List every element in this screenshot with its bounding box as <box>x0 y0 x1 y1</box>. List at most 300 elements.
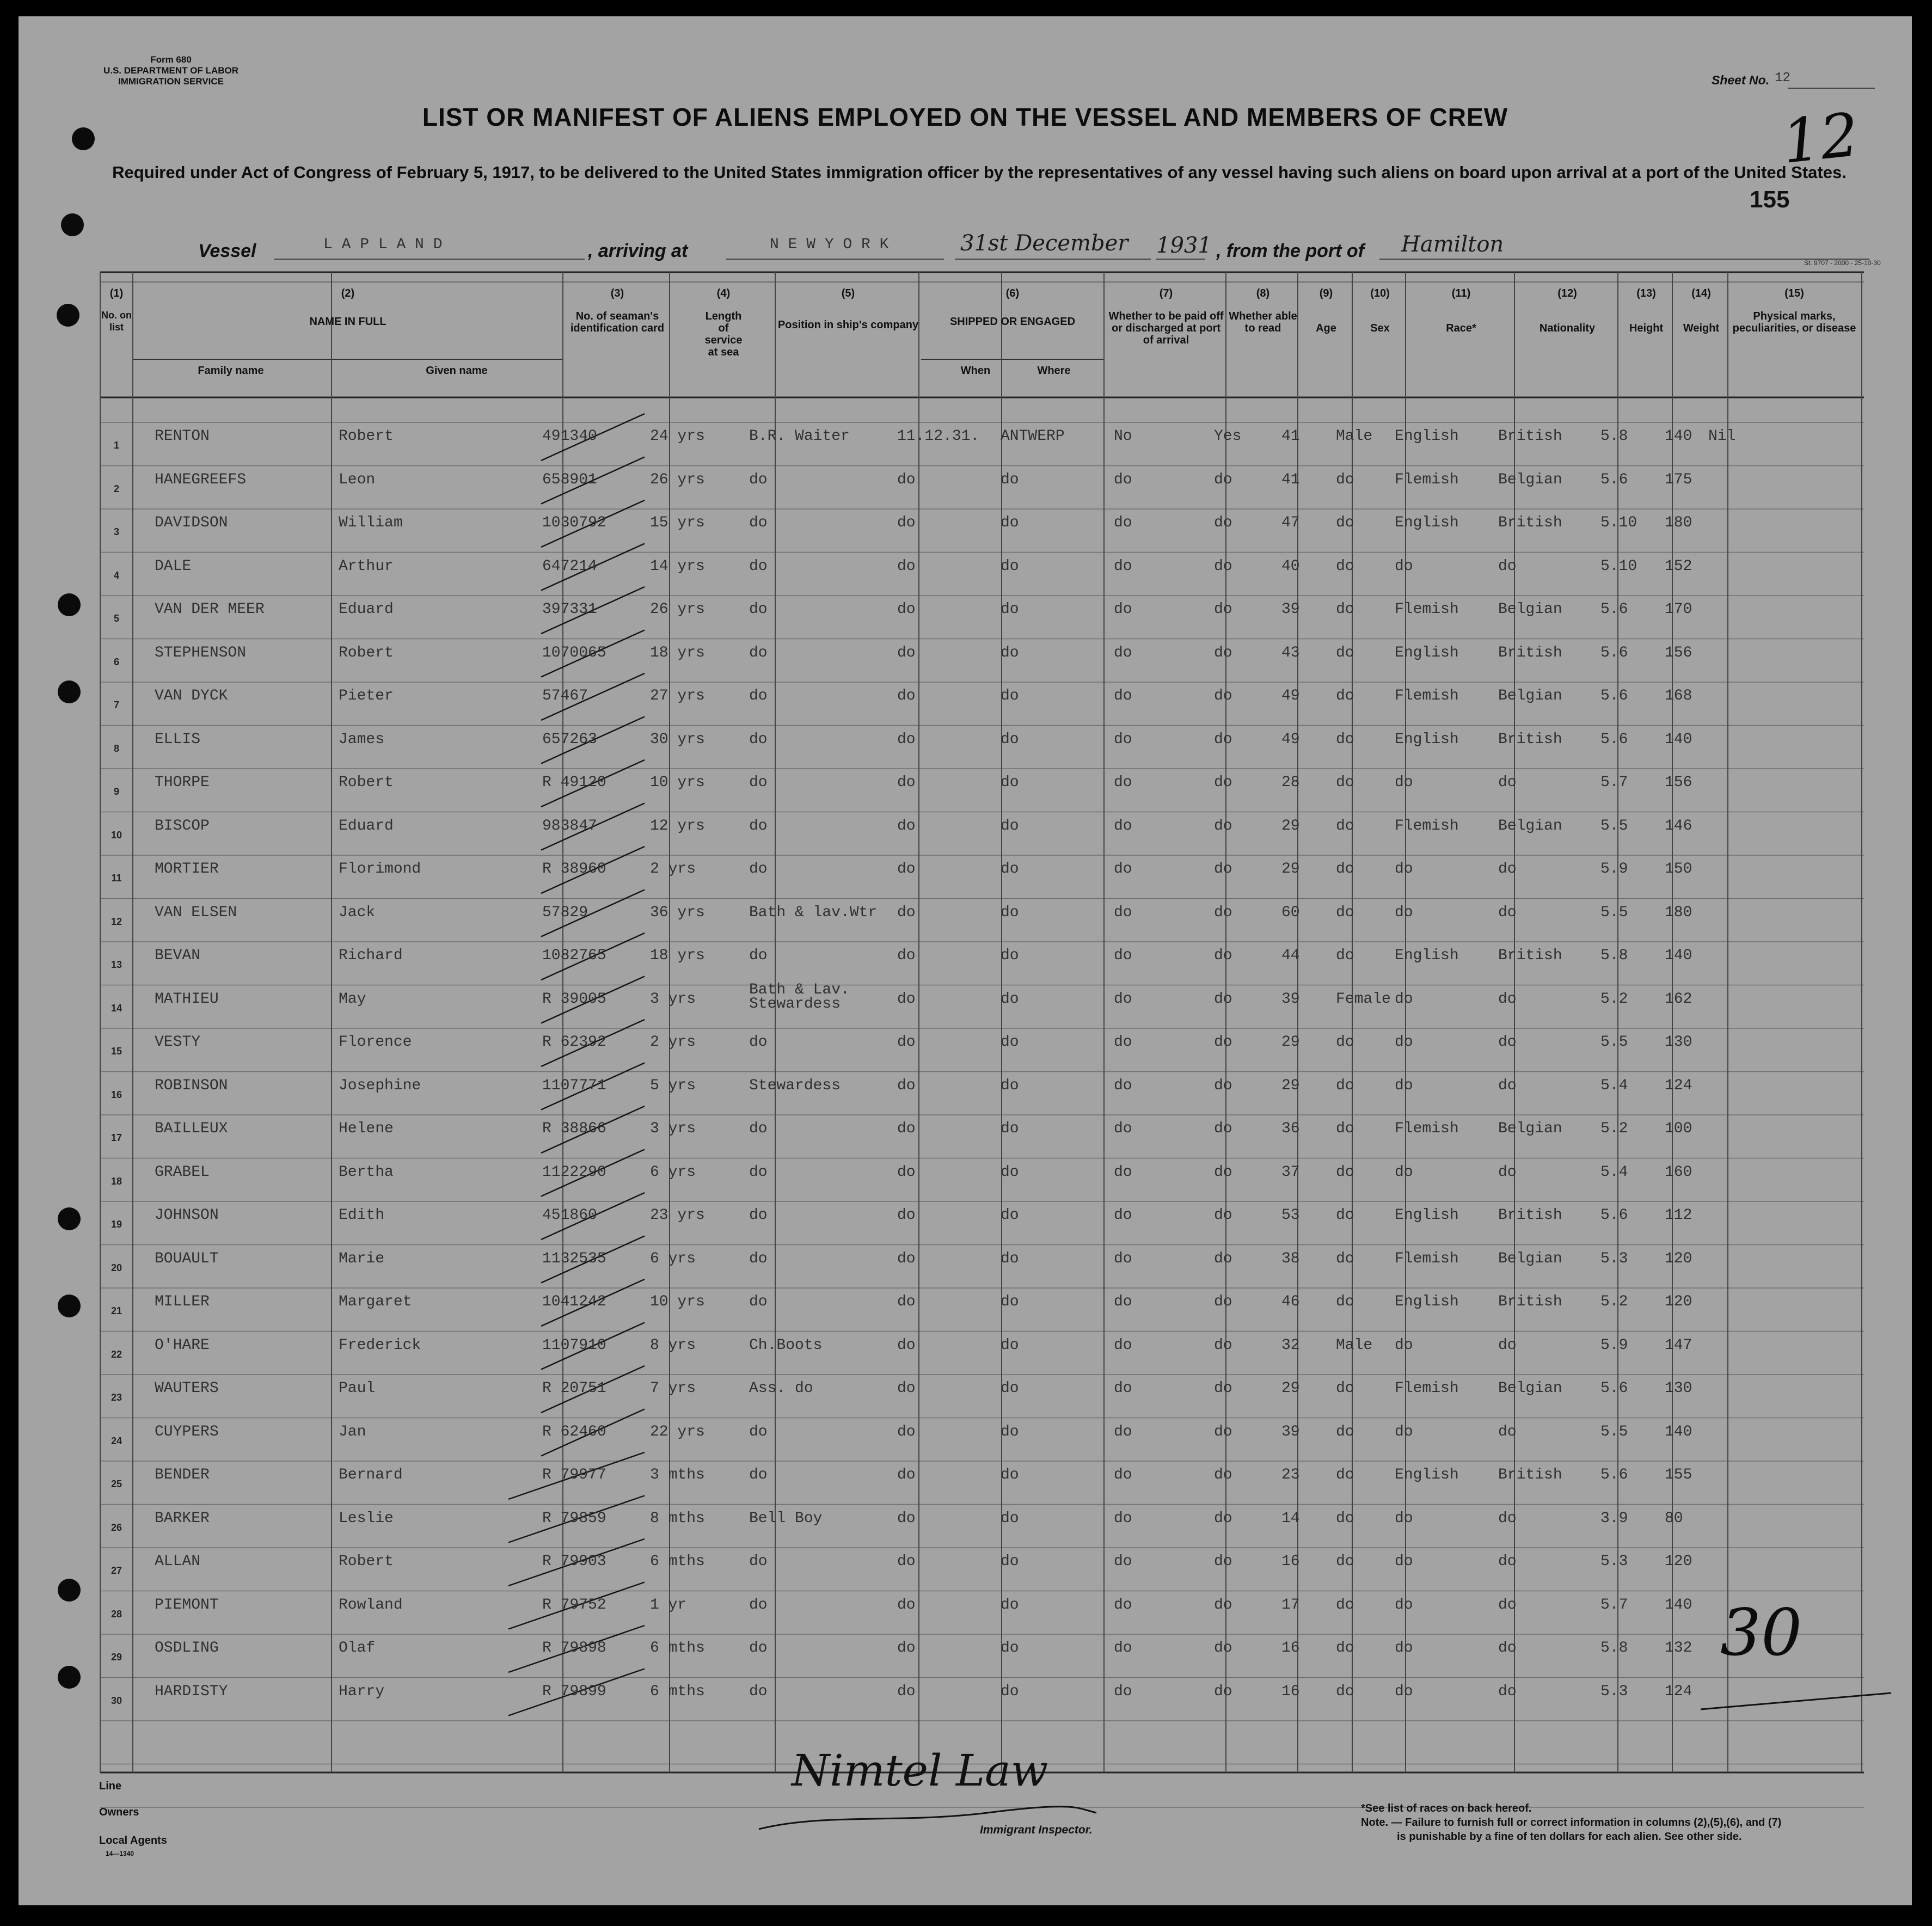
cell-where: do <box>1001 1380 1019 1397</box>
cell-service: 23 yrs <box>650 1207 705 1224</box>
cell-family: DAVIDSON <box>155 514 228 531</box>
total-underline <box>1701 1693 1891 1709</box>
cell-where: do <box>1001 557 1019 575</box>
cell-given: Arthur <box>339 557 394 575</box>
cell-position: Ch.Boots <box>749 1336 823 1354</box>
cell-position: do <box>749 514 768 531</box>
cell-read: do <box>1214 1553 1232 1570</box>
cell-card: 983847 <box>542 817 597 835</box>
col15-header: (15) Physical marks, peculiarities, or disease <box>1732 287 1856 334</box>
cell-service: 26 yrs <box>650 471 705 488</box>
cell-paid: do <box>1114 644 1132 661</box>
cell-race: English <box>1395 514 1459 531</box>
cell-height: 5.10 <box>1600 557 1637 575</box>
cell-card: 1132535 <box>542 1250 606 1267</box>
cell-marks: Nil <box>1708 428 1736 445</box>
cell-given: Pieter <box>339 688 394 704</box>
cell-family: ALLAN <box>155 1553 201 1570</box>
cell-read: do <box>1214 1336 1232 1354</box>
cell-read: do <box>1214 1510 1232 1527</box>
cell-where: do <box>1001 731 1019 748</box>
cell-where: do <box>1001 774 1019 791</box>
cell-position: do <box>749 1423 768 1440</box>
cell-position: do <box>749 471 768 488</box>
cell-weight: 168 <box>1665 688 1692 704</box>
cell-service: 10 yrs <box>650 774 705 791</box>
arrival-port: N E W Y O R K <box>770 236 889 253</box>
cell-read: do <box>1214 601 1232 618</box>
cell-position: do <box>749 1120 768 1137</box>
row-number: 8 <box>113 743 119 754</box>
cell-read: do <box>1214 1120 1232 1137</box>
cell-weight: 170 <box>1665 601 1692 618</box>
cell-position: Stewardess <box>749 1077 841 1094</box>
cell-position: do <box>749 1683 768 1700</box>
cell-paid: do <box>1114 1250 1132 1267</box>
cell-age: 41 <box>1281 471 1300 488</box>
cell-sex: do <box>1336 1250 1354 1267</box>
cell-sex: do <box>1336 1683 1354 1700</box>
cell-position: do <box>749 1640 768 1657</box>
cell-age: 28 <box>1281 774 1300 791</box>
arrival-date: 31st December <box>960 231 1128 256</box>
cell-when: do <box>897 1207 916 1224</box>
cell-given: Robert <box>339 774 394 791</box>
cell-paid: do <box>1114 1120 1132 1137</box>
cell-paid: do <box>1114 1683 1132 1700</box>
cell-when: do <box>897 1596 916 1614</box>
cell-given: Jan <box>339 1423 366 1440</box>
cell-when: do <box>897 1120 916 1137</box>
cell-nationality: do <box>1498 1034 1517 1051</box>
cell-position: do <box>749 731 768 748</box>
sheet-number-handwritten: 12 <box>1778 100 1862 177</box>
cell-weight: 156 <box>1665 644 1692 661</box>
cell-age: 40 <box>1281 557 1300 575</box>
cell-nationality: Belgian <box>1498 1120 1562 1137</box>
cell-race: Flemish <box>1395 688 1459 704</box>
cell-weight: 120 <box>1665 1250 1692 1267</box>
cell-race: do <box>1395 1077 1413 1094</box>
cell-card: R 49120 <box>542 774 606 791</box>
cell-where: do <box>1001 1077 1019 1094</box>
cell-nationality: British <box>1498 1207 1562 1224</box>
cell-read: do <box>1214 1380 1232 1397</box>
cell-race: do <box>1395 1423 1413 1440</box>
cell-sex: Female <box>1336 990 1391 1008</box>
cell-when: do <box>897 1640 916 1657</box>
cell-weight: 112 <box>1665 1207 1692 1224</box>
cell-where: do <box>1001 601 1019 618</box>
cell-weight: 147 <box>1665 1336 1692 1354</box>
cell-paid: do <box>1114 947 1132 964</box>
row-number: 30 <box>111 1695 122 1706</box>
cell-where: do <box>1001 1683 1019 1700</box>
cell-nationality: do <box>1498 1683 1517 1700</box>
owners-label: Owners <box>99 1806 139 1818</box>
cell-when: do <box>897 947 916 964</box>
cell-sex: do <box>1336 904 1354 921</box>
cell-paid: do <box>1114 688 1132 704</box>
cell-given: Josephine <box>339 1077 421 1094</box>
cell-height: 5.7 <box>1600 774 1628 791</box>
row-number: 27 <box>111 1565 122 1576</box>
cell-where: do <box>1001 1293 1019 1310</box>
sheet-number: 12 <box>1775 71 1790 85</box>
cell-height: 5.2 <box>1600 1293 1628 1310</box>
cell-family: STEPHENSON <box>155 644 247 661</box>
cell-sex: do <box>1336 471 1354 488</box>
cell-service: 10 yrs <box>650 1293 705 1310</box>
cell-card: R 20751 <box>542 1380 606 1397</box>
cell-nationality: do <box>1498 557 1517 575</box>
cell-family: RENTON <box>155 428 210 445</box>
cell-where: do <box>1001 471 1019 488</box>
cell-race: English <box>1395 947 1459 964</box>
cell-service: 18 yrs <box>650 947 705 964</box>
cell-when: do <box>897 1510 916 1527</box>
cell-height: 5.10 <box>1600 514 1637 531</box>
cell-paid: do <box>1114 1640 1132 1657</box>
cell-position: Bath & Lav. Stewardess <box>749 981 850 1013</box>
cell-nationality: do <box>1498 1510 1517 1527</box>
cell-nationality: Belgian <box>1498 817 1562 835</box>
cell-paid: do <box>1114 1423 1132 1440</box>
cell-height: 5.6 <box>1600 731 1628 748</box>
cell-where: ANTWERP <box>1001 428 1065 445</box>
cell-nationality: British <box>1498 428 1562 445</box>
cell-weight: 120 <box>1665 1553 1692 1570</box>
cell-position: do <box>749 1596 768 1614</box>
cell-when: do <box>897 514 916 531</box>
col8-header: (8) Whether able to read <box>1229 287 1297 334</box>
cell-card: R 79898 <box>542 1640 606 1657</box>
cell-read: do <box>1214 1077 1232 1094</box>
cell-family: BENDER <box>155 1467 210 1483</box>
family-name-header: Family name <box>198 365 264 377</box>
cell-race: English <box>1395 1207 1459 1224</box>
cell-age: 29 <box>1281 1077 1300 1094</box>
cell-paid: do <box>1114 817 1132 835</box>
cell-card: R 38960 <box>542 861 606 878</box>
cell-height: 5.4 <box>1600 1163 1628 1181</box>
cell-race: Flemish <box>1395 1120 1459 1137</box>
cell-nationality: do <box>1498 1640 1517 1657</box>
cell-paid: do <box>1114 1380 1132 1397</box>
cell-age: 43 <box>1281 644 1300 661</box>
cell-weight: 180 <box>1665 514 1692 531</box>
cell-card: 1082765 <box>542 947 606 964</box>
cell-where: do <box>1001 1423 1019 1440</box>
cell-position: do <box>749 817 768 835</box>
cell-position: do <box>749 1163 768 1181</box>
cell-sex: do <box>1336 644 1354 661</box>
row-number: 22 <box>111 1348 122 1360</box>
cell-family: BARKER <box>155 1510 210 1527</box>
row-number: 25 <box>111 1479 122 1489</box>
cell-height: 5.3 <box>1600 1683 1628 1700</box>
cell-race: do <box>1395 774 1413 791</box>
cell-sex: do <box>1336 1640 1354 1657</box>
cell-weight: 140 <box>1665 731 1692 748</box>
cell-when: do <box>897 557 916 575</box>
cell-sex: do <box>1336 1423 1354 1440</box>
cell-sex: do <box>1336 861 1354 878</box>
cell-weight: 100 <box>1665 1120 1692 1137</box>
cell-when: do <box>897 1034 916 1051</box>
service: IMMIGRATION SERVICE <box>118 76 224 87</box>
races-note: *See list of races on back hereof. <box>1361 1802 1532 1814</box>
cell-height: 5.6 <box>1600 601 1628 618</box>
cell-family: BEVAN <box>155 947 201 964</box>
cell-family: MORTIER <box>155 861 219 878</box>
cell-weight: 152 <box>1665 557 1692 575</box>
cell-given: May <box>339 990 366 1008</box>
cell-read: do <box>1214 1293 1232 1310</box>
cell-race: do <box>1395 1640 1413 1657</box>
row-number: 11 <box>111 873 122 884</box>
cell-paid: do <box>1114 1336 1132 1354</box>
cell-service: 6 yrs <box>650 1163 696 1181</box>
cell-height: 5.8 <box>1600 1640 1628 1657</box>
cell-card: R 62460 <box>542 1423 606 1440</box>
cell-family: ELLIS <box>155 731 201 748</box>
cell-age: 39 <box>1281 990 1300 1008</box>
cell-card: R 79859 <box>542 1510 606 1527</box>
cell-when: do <box>897 1293 916 1310</box>
cell-family: VAN DER MEER <box>155 601 265 618</box>
cell-age: 60 <box>1281 904 1300 921</box>
cell-height: 5.6 <box>1600 1207 1628 1224</box>
cell-given: Frederick <box>339 1336 421 1354</box>
cell-height: 5.3 <box>1600 1250 1628 1267</box>
row-number: 29 <box>111 1652 122 1663</box>
cell-position: do <box>749 1293 768 1310</box>
cell-height: 5.5 <box>1600 817 1628 835</box>
cell-position: Bell Boy <box>749 1510 823 1527</box>
cell-height: 5.6 <box>1600 688 1628 704</box>
cell-position: do <box>749 1034 768 1051</box>
cell-where: do <box>1001 1120 1019 1137</box>
cell-sex: do <box>1336 774 1354 791</box>
cell-sex: do <box>1336 817 1354 835</box>
cell-race: do <box>1395 1553 1413 1570</box>
cell-when: do <box>897 688 916 704</box>
cell-where: do <box>1001 947 1019 964</box>
cell-read: do <box>1214 817 1232 835</box>
inspector-signature: Nimtel Law <box>792 1745 1048 1796</box>
cell-service: 15 yrs <box>650 514 705 531</box>
cell-given: Eduard <box>339 601 394 618</box>
cell-sex: do <box>1336 947 1354 964</box>
cell-service: 12 yrs <box>650 817 705 835</box>
cell-card: 451860 <box>542 1207 597 1224</box>
cell-nationality: British <box>1498 514 1562 531</box>
cell-position: do <box>749 1207 768 1224</box>
cell-card: R 79899 <box>542 1683 606 1700</box>
cell-when: do <box>897 1163 916 1181</box>
cell-weight: 155 <box>1665 1467 1692 1483</box>
cell-position: do <box>749 557 768 575</box>
cell-race: Flemish <box>1395 1250 1459 1267</box>
manifest-page <box>19 16 1912 1905</box>
row-number: 9 <box>113 786 119 797</box>
cell-service: 6 mths <box>650 1553 705 1570</box>
row-number: 5 <box>113 613 119 624</box>
from-port-label: , from the port of <box>1216 241 1364 261</box>
cell-sex: do <box>1336 1293 1354 1310</box>
cell-weight: 140 <box>1665 428 1692 445</box>
cell-family: ROBINSON <box>155 1077 228 1094</box>
cell-given: Helene <box>339 1120 394 1137</box>
cell-read: do <box>1214 514 1232 531</box>
cell-given: Bertha <box>339 1163 394 1181</box>
cell-age: 29 <box>1281 1380 1300 1397</box>
cell-nationality: British <box>1498 947 1562 964</box>
cell-paid: do <box>1114 1207 1132 1224</box>
cell-height: 5.6 <box>1600 644 1628 661</box>
cell-read: do <box>1214 990 1232 1008</box>
cell-card: 57829 <box>542 904 588 921</box>
cell-service: 1 yr <box>650 1596 687 1614</box>
cell-paid: do <box>1114 601 1132 618</box>
cell-service: 2 yrs <box>650 1034 696 1051</box>
cell-card: R 79903 <box>542 1553 606 1570</box>
cell-height: 5.6 <box>1600 471 1628 488</box>
cell-height: 5.8 <box>1600 947 1628 964</box>
cell-weight: 175 <box>1665 471 1692 488</box>
cell-weight: 150 <box>1665 861 1692 878</box>
row-number: 18 <box>111 1175 122 1187</box>
cell-when: do <box>897 1467 916 1483</box>
cell-where: do <box>1001 1553 1019 1570</box>
cell-read: do <box>1214 1683 1232 1700</box>
cell-sex: do <box>1336 1467 1354 1483</box>
cell-race: do <box>1395 861 1413 878</box>
col9-header: (9) Age <box>1316 287 1336 334</box>
cell-given: Marie <box>339 1250 385 1267</box>
col12-header: (12) Nationality <box>1539 287 1596 334</box>
cell-service: 3 yrs <box>650 1120 696 1137</box>
cell-given: Florence <box>339 1034 412 1051</box>
cell-paid: do <box>1114 1077 1132 1094</box>
cell-where: do <box>1001 1207 1019 1224</box>
cell-position: B.R. Waiter <box>749 428 850 445</box>
cell-sex: do <box>1336 1077 1354 1094</box>
cell-service: 14 yrs <box>650 557 705 575</box>
cell-given: James <box>339 731 385 748</box>
local-agents-code: 14—1340 <box>106 1850 134 1857</box>
cell-race: English <box>1395 731 1459 748</box>
cell-given: Bernard <box>339 1467 403 1483</box>
row-number: 24 <box>111 1435 122 1446</box>
cell-where: do <box>1001 514 1019 531</box>
cell-when: do <box>897 1423 916 1440</box>
cell-given: Olaf <box>339 1640 376 1657</box>
cell-card: 1107771 <box>542 1077 606 1094</box>
cell-race: Flemish <box>1395 471 1459 488</box>
cell-sex: do <box>1336 1163 1354 1181</box>
cell-paid: do <box>1114 1510 1132 1527</box>
document-subtitle: Required under Act of Congress of February 5, 1917, to be delivered to the United States immigration officer by the representatives of any vessel having such aliens on board upon arrival at a port of the United States. <box>112 163 1847 182</box>
cell-service: 2 yrs <box>650 861 696 878</box>
cell-card: 647214 <box>542 557 597 575</box>
cell-read: do <box>1214 471 1232 488</box>
row-number: 3 <box>113 526 119 537</box>
cell-given: Eduard <box>339 817 394 835</box>
cell-when: do <box>897 601 916 618</box>
cell-weight: 130 <box>1665 1380 1692 1397</box>
document-title: LIST OR MANIFEST OF ALIENS EMPLOYED ON THE VESSEL AND MEMBERS OF CREW <box>422 103 1508 131</box>
cell-age: 17 <box>1281 1596 1300 1614</box>
cell-family: VESTY <box>155 1034 201 1051</box>
row-number: 13 <box>111 959 122 970</box>
cell-nationality: Belgian <box>1498 601 1562 618</box>
cell-where: do <box>1001 990 1019 1008</box>
col5-header: (5) Position in ship's company <box>777 287 919 331</box>
cell-age: 47 <box>1281 514 1300 531</box>
cell-weight: 180 <box>1665 904 1692 921</box>
cell-sex: Male <box>1336 1336 1373 1354</box>
cell-service: 22 yrs <box>650 1423 705 1440</box>
cell-where: do <box>1001 817 1019 835</box>
cell-service: 26 yrs <box>650 601 705 618</box>
cell-paid: do <box>1114 1163 1132 1181</box>
form-number: Form 680 <box>150 54 192 65</box>
cell-height: 5.4 <box>1600 1077 1628 1094</box>
page-number: 155 <box>1750 186 1790 213</box>
col4-header: (4) Length of service at sea <box>704 287 743 358</box>
cell-position: do <box>749 1250 768 1267</box>
cell-nationality: Belgian <box>1498 1380 1562 1397</box>
cell-family: HANEGREEFS <box>155 471 247 488</box>
cell-sex: do <box>1336 688 1354 704</box>
cell-age: 39 <box>1281 1423 1300 1440</box>
cell-given: Jack <box>339 904 376 921</box>
cell-service: 36 yrs <box>650 904 705 921</box>
cell-service: 18 yrs <box>650 644 705 661</box>
cell-when: 11.12.31. <box>897 428 980 445</box>
cell-when: do <box>897 817 916 835</box>
cell-paid: do <box>1114 514 1132 531</box>
cell-nationality: do <box>1498 1163 1517 1181</box>
cell-age: 44 <box>1281 947 1300 964</box>
cell-weight: 140 <box>1665 1596 1692 1614</box>
row-number: 15 <box>111 1046 122 1057</box>
cell-race: English <box>1395 1467 1459 1483</box>
cell-position: do <box>749 947 768 964</box>
cell-nationality: do <box>1498 1596 1517 1614</box>
cell-weight: 146 <box>1665 817 1692 835</box>
cell-family: HARDISTY <box>155 1683 228 1700</box>
cell-service: 3 yrs <box>650 990 696 1008</box>
row-number: 14 <box>111 1002 122 1014</box>
cell-paid: do <box>1114 1293 1132 1310</box>
cell-age: 16 <box>1281 1640 1300 1657</box>
cell-sex: do <box>1336 1510 1354 1527</box>
cell-family: MATHIEU <box>155 990 219 1008</box>
cell-position: do <box>749 601 768 618</box>
cell-given: Robert <box>339 1553 394 1570</box>
cell-height: 5.8 <box>1600 428 1628 445</box>
cell-read: do <box>1214 861 1232 878</box>
cell-card: R 79977 <box>542 1467 606 1483</box>
cell-card: 1070065 <box>542 644 606 661</box>
cell-race: do <box>1395 1034 1413 1051</box>
cell-card: R 79752 <box>542 1596 606 1614</box>
col11-header: (11) Race* <box>1446 287 1476 334</box>
row-number: 1 <box>113 440 119 451</box>
